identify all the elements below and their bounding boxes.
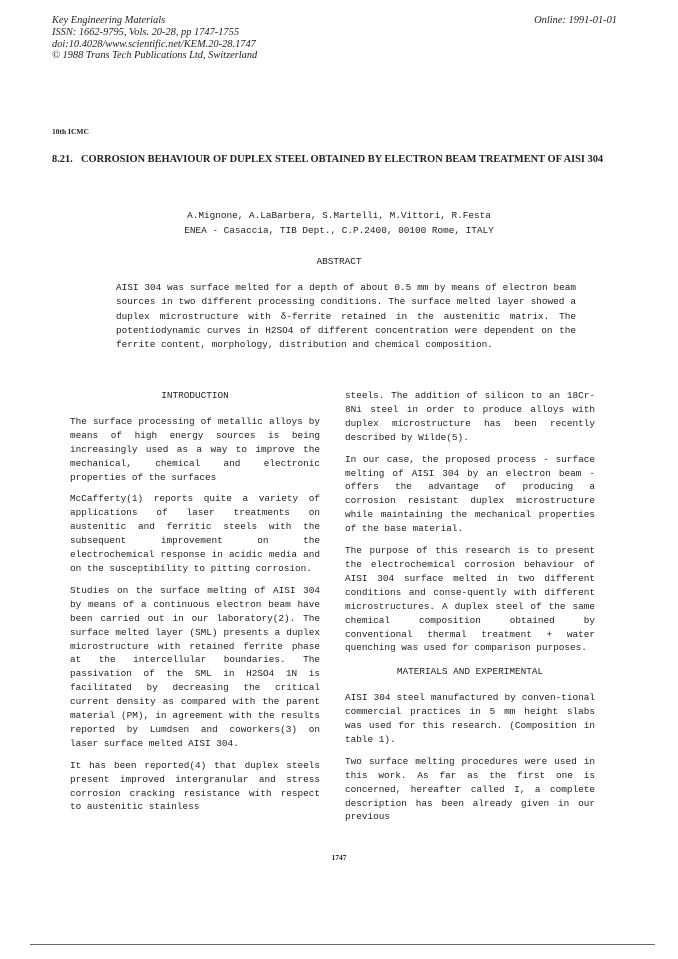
copyright-line: © 1988 Trans Tech Publications Ltd, Switzerland (52, 50, 258, 62)
abstract-heading: ABSTRACT (316, 256, 362, 267)
section-number: 8.21. (52, 154, 73, 165)
abstract-body: AISI 304 was surface melted for a depth of about 0.5 mm by means of electron beam sources in two different processing conditions. The surface melted layer showed a duplex microstructure with δ-ferrite retained in the austenitic matrix. The potentiodynamic curves in H2SO4 of different concentration were dependent on the ferrite content, morphology, distribution and chemical composition. (116, 282, 576, 351)
materials-paragraph: Two surface melting procedures were used in this work. As far as the first one is concerned, hereafter called I, a complete description has been already given in our previous (345, 755, 595, 823)
intro-paragraph: McCafferty(1) reports quite a variety of applications of laser treatments on austenitic and ferritic steels with the subsequent improvement on the electrochemical response in acidic media and on the susceptibility to pitting corrosion. (70, 493, 320, 574)
body-paragraph: In our case, the proposed process - surface melting of AISI 304 by an electron beam - offers the advantage of producing a corrosion resistant duplex microstructure while maintaining the mechanical properties of the base material. (345, 453, 595, 535)
page-number: 1747 (331, 853, 347, 862)
bottom-rule (30, 944, 655, 945)
journal-name: Key Engineering Materials (52, 15, 166, 26)
introduction-heading: INTRODUCTION (161, 390, 229, 401)
title-text: CORROSION BEHAVIOUR OF DUPLEX STEEL OBTAINED BY ELECTRON BEAM TREATMENT OF AISI 304 (81, 154, 604, 165)
right-column (345, 389, 595, 832)
authors: A.Mignone, A.LaBarbera, S.Martelli, M.Vittori, R.Festa (187, 210, 491, 221)
left-column (70, 389, 320, 822)
body-paragraph: steels. The addition of silicon to an 18Cr-8Ni steel in order to produce alloys with duplex microstructure has been recently described by Wilde(5). (345, 390, 595, 443)
paper-title (52, 154, 617, 166)
issn-line: ISSN: 1662-9795, Vols. 20-28, pp 1747-1755 (52, 26, 240, 38)
affiliation: ENEA - Casaccia, TIB Dept., C.P.2400, 00100 Rome, ITALY (184, 225, 494, 236)
materials-paragraph: AISI 304 steel manufactured by conven-tional commercial practices in 5 mm height slabs was used for this research. (Composition in table 1). (345, 692, 595, 745)
doi-line: doi:10.4028/www.scientific.net/KEM.20-28.1747 (52, 38, 256, 50)
online-date: Online: 1991-01-01 (534, 15, 617, 26)
conference-label: 10th ICMC (52, 127, 89, 136)
intro-paragraph: It has been reported(4) that duplex steels present improved intergranular and stress corrosion cracking resistance with respect to austenitic stainless (70, 759, 320, 813)
intro-paragraph: The surface processing of metallic alloys by means of high energy sources is being increasingly used as a way to improve the mechanical, chemical and electronic properties of the surfaces (70, 415, 320, 483)
body-paragraph: The purpose of this research is to present the electrochemical corrosion behaviour of AISI 304 surface melted in two different conditions and conse-quently with different microstructures. A duplex steel of the same chemical composition obtained by conventional thermal treatment + water quenching was used for comparison purposes. (345, 545, 595, 654)
journal-header (52, 15, 617, 62)
intro-paragraph: Studies on the surface melting of AISI 304 by means of a continuous electron beam have been carried out in our laboratory(2). The surface melted layer (SML) presents a duplex microstructure with retained ferrite phase at the intercellular boundaries. The passivation of the SML in H2SO4 1N is facilitated by decreasing the critical current density as compared with the parent material (PM), in agreement with the results reported by Lumdsen and coworkers(3) on laser surface melted AISI 304. (70, 584, 320, 749)
materials-heading: MATERIALS AND EXPERIMENTAL (396, 666, 544, 678)
